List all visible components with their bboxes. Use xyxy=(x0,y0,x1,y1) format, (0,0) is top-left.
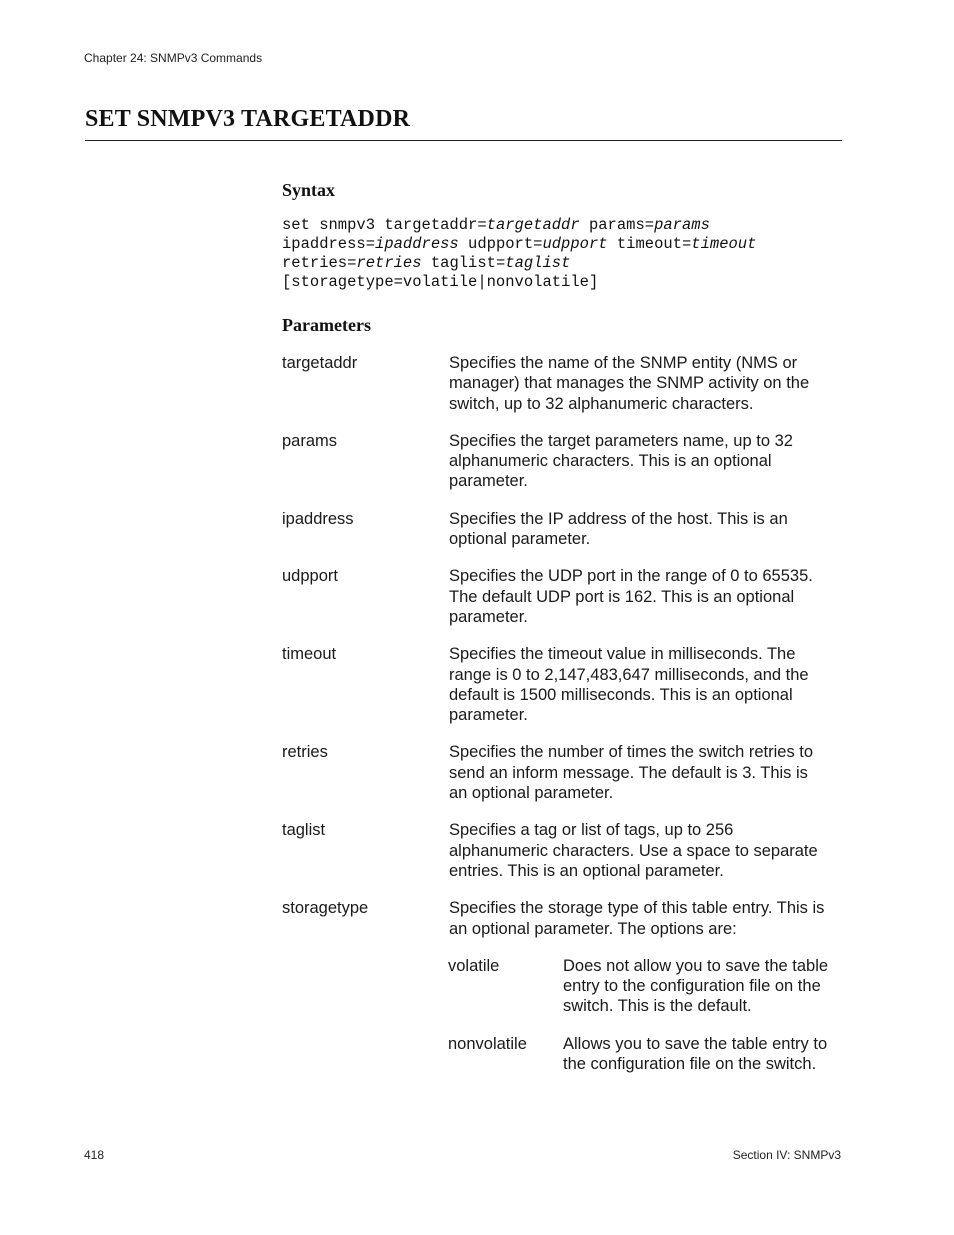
description-line: Specifies the number of times the switch retries to xyxy=(449,743,814,762)
syntax-variable: targetaddr xyxy=(486,216,580,234)
description-line: parameter. xyxy=(449,706,528,725)
parameter-params xyxy=(282,431,842,492)
syntax-literal: timeout= xyxy=(607,235,692,253)
description-line: an optional parameter. The options are: xyxy=(449,919,737,938)
description-line: Specifies the IP address of the host. This is an xyxy=(449,509,788,528)
description-line: entries. This is an optional parameter. xyxy=(449,861,724,880)
description-line: Allows you to save the table entry to xyxy=(563,1034,828,1053)
parameter-description xyxy=(449,742,841,803)
description-line: switch, up to 32 alphanumeric characters. xyxy=(449,394,754,413)
parameter-description xyxy=(449,820,841,881)
parameters-heading: Parameters xyxy=(282,315,371,335)
parameter-description xyxy=(449,644,841,725)
parameter-name: params xyxy=(282,431,338,450)
parameter-description xyxy=(449,353,841,414)
page-number: 418 xyxy=(84,1148,105,1162)
running-header: Chapter 24: SNMPv3 Commands xyxy=(84,51,263,65)
syntax-literal: udpport= xyxy=(458,235,543,253)
syntax-line xyxy=(282,254,756,273)
parameter-taglist xyxy=(282,820,842,881)
syntax-variable: udpport xyxy=(542,235,608,253)
page-title: SET SNMPV3 TARGETADDR xyxy=(85,106,411,132)
description-line: alphanumeric characters. This is an optional xyxy=(449,452,772,471)
description-line: the configuration file on the switch. xyxy=(563,1055,817,1074)
running-footer: Section IV: SNMPv3 xyxy=(732,1148,841,1162)
parameter-name: udpport xyxy=(282,567,338,586)
syntax-literal: ipaddress= xyxy=(282,235,376,253)
description-line: entry to the configuration file on the xyxy=(563,977,821,996)
syntax-literal: set snmpv3 targetaddr= xyxy=(282,216,487,234)
description-line: Specifies a tag or list of tags, up to 256 xyxy=(449,821,734,840)
option-name: volatile xyxy=(448,956,500,975)
syntax-variable: retries xyxy=(356,254,422,272)
syntax-line xyxy=(282,216,756,235)
description-line: The default UDP port is 162. This is an optional xyxy=(449,587,795,606)
description-line: parameter. xyxy=(449,472,528,491)
parameter-name: ipaddress xyxy=(282,509,354,528)
description-line: optional parameter. xyxy=(449,530,591,549)
description-line: Specifies the target parameters name, up to 32 xyxy=(449,431,793,450)
syntax-variable: timeout xyxy=(691,235,757,253)
syntax-heading: Syntax xyxy=(282,180,336,200)
syntax-variable: ipaddress xyxy=(375,235,459,253)
option-description xyxy=(563,956,842,1017)
description-line: Specifies the timeout value in milliseconds. The xyxy=(449,645,796,664)
parameter-name: timeout xyxy=(282,645,337,664)
description-line: Specifies the storage type of this table entry. This is xyxy=(449,899,825,918)
option-nonvolatile xyxy=(448,1034,842,1075)
option-name: nonvolatile xyxy=(448,1034,527,1053)
syntax-line xyxy=(282,235,756,254)
parameter-name: targetaddr xyxy=(282,354,358,372)
description-line: alphanumeric characters. Use a space to separate xyxy=(449,841,818,860)
syntax-variable: taglist xyxy=(505,254,571,272)
description-line: manager) that manages the SNMP activity on the xyxy=(449,374,810,393)
option-list xyxy=(448,956,842,1074)
description-line: Specifies the UDP port in the range of 0 to 65535. xyxy=(449,567,813,586)
parameter-name: retries xyxy=(282,743,328,762)
parameters-list xyxy=(282,353,842,1091)
syntax-variable: params xyxy=(654,216,710,234)
parameter-description xyxy=(449,509,841,550)
parameter-timeout xyxy=(282,644,842,725)
parameter-storagetype xyxy=(282,898,842,1074)
option-volatile xyxy=(448,956,842,1017)
description-line: send an inform message. The default is 3. This is xyxy=(449,763,808,782)
description-line: switch. This is the default. xyxy=(563,997,752,1016)
syntax-literal: [storagetype=volatile|nonvolatile] xyxy=(282,273,599,291)
syntax-literal: retries= xyxy=(282,254,357,272)
description-line: default is 1500 milliseconds. This is an optional xyxy=(449,685,793,704)
syntax-literal: params= xyxy=(579,216,655,234)
title-divider xyxy=(85,140,842,141)
option-description xyxy=(563,1034,842,1075)
syntax-block xyxy=(282,216,756,292)
syntax-line xyxy=(282,273,756,292)
syntax-literal: taglist= xyxy=(421,254,506,272)
parameter-description xyxy=(449,566,841,627)
description-line: parameter. xyxy=(449,607,528,626)
description-line: range is 0 to 2,147,483,647 milliseconds, and the xyxy=(449,665,809,684)
description-line: Does not allow you to save the table xyxy=(563,956,829,975)
parameter-retries xyxy=(282,742,842,803)
parameter-udpport xyxy=(282,566,842,627)
parameter-name: storagetype xyxy=(282,899,369,918)
description-line: Specifies the name of the SNMP entity (NMS or xyxy=(449,354,798,372)
parameter-name: taglist xyxy=(282,821,326,840)
parameter-description xyxy=(449,431,841,492)
parameter-targetaddr xyxy=(282,353,842,414)
parameter-description xyxy=(449,898,841,939)
description-line: an optional parameter. xyxy=(449,784,614,803)
parameter-ipaddress xyxy=(282,509,842,550)
